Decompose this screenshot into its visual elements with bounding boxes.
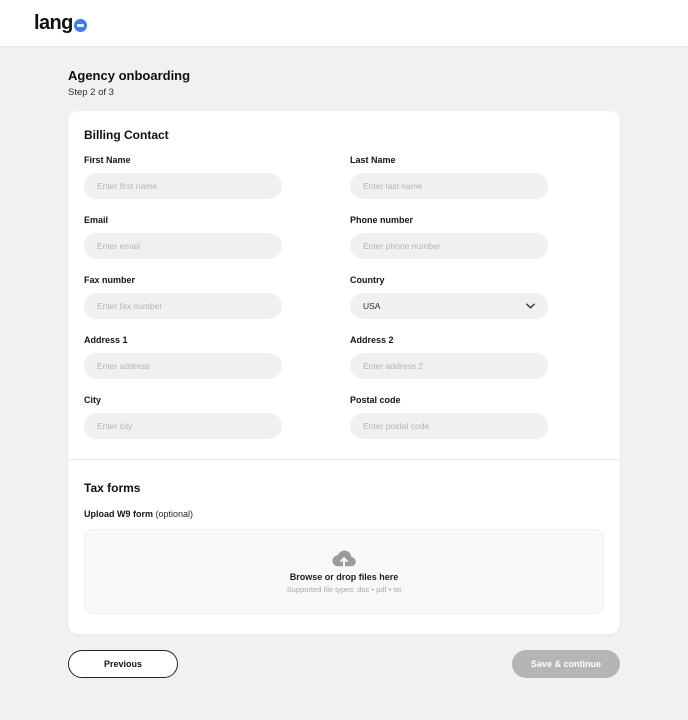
- field-city: [84, 395, 282, 439]
- address-1-input[interactable]: [84, 353, 282, 379]
- main-content: [68, 68, 620, 678]
- lango-logo[interactable]: [34, 12, 87, 35]
- dropzone-subtitle: Supported file types: doc • pdf • txt: [286, 584, 402, 594]
- field-address-2: [350, 335, 548, 379]
- email-label: Email: [84, 215, 109, 225]
- postal-code-label: Postal code: [350, 395, 401, 405]
- last-name-input[interactable]: [350, 173, 548, 199]
- fax-number-label: Fax number: [84, 275, 136, 285]
- section-divider: [68, 459, 620, 460]
- city-label: City: [84, 395, 102, 405]
- phone-number-input[interactable]: [350, 233, 548, 259]
- upload-w9-optional-text: (optional): [155, 509, 194, 519]
- field-address-1: [84, 335, 282, 379]
- save-continue-button[interactable]: Save & continue: [512, 650, 620, 678]
- top-nav-bar: [0, 0, 688, 47]
- phone-number-label: Phone number: [350, 215, 414, 225]
- last-name-label: Last Name: [350, 155, 396, 165]
- chevron-down-icon: [526, 303, 535, 309]
- address-1-label: Address 1: [84, 335, 128, 345]
- field-email: [84, 215, 282, 259]
- file-dropzone[interactable]: [84, 529, 604, 614]
- country-selected-value: USA: [363, 301, 381, 311]
- page-title: Agency onboarding: [68, 68, 191, 83]
- field-phone-number: [350, 215, 548, 259]
- postal-code-input[interactable]: [350, 413, 548, 439]
- logo-text: lang: [34, 11, 73, 34]
- address-2-label: Address 2: [350, 335, 394, 345]
- email-input[interactable]: [84, 233, 282, 259]
- previous-button[interactable]: Previous: [68, 650, 178, 678]
- field-country: [350, 275, 548, 319]
- first-name-input[interactable]: [84, 173, 282, 199]
- address-2-input[interactable]: [350, 353, 548, 379]
- upload-w9-label: [84, 509, 604, 519]
- country-select[interactable]: [350, 293, 548, 319]
- first-name-label: First Name: [84, 155, 131, 165]
- field-first-name: [84, 155, 282, 199]
- city-input[interactable]: [84, 413, 282, 439]
- country-label: Country: [350, 275, 385, 285]
- dropzone-title: Browse or drop files here: [289, 571, 399, 582]
- billing-contact-heading: Billing Contact: [84, 128, 169, 142]
- upload-cloud-icon: [332, 550, 356, 567]
- field-last-name: [350, 155, 548, 199]
- field-postal-code: [350, 395, 548, 439]
- step-indicator: Step 2 of 3: [68, 87, 114, 98]
- fax-number-input[interactable]: [84, 293, 282, 319]
- form-footer: [68, 650, 620, 678]
- onboarding-form-card: [68, 111, 620, 634]
- blue-circle-dash-icon: [74, 19, 87, 32]
- billing-field-grid: [84, 155, 604, 439]
- tax-forms-heading: Tax forms: [84, 481, 141, 495]
- upload-w9-label-text: Upload W9 form: [84, 509, 153, 519]
- field-fax-number: [84, 275, 282, 319]
